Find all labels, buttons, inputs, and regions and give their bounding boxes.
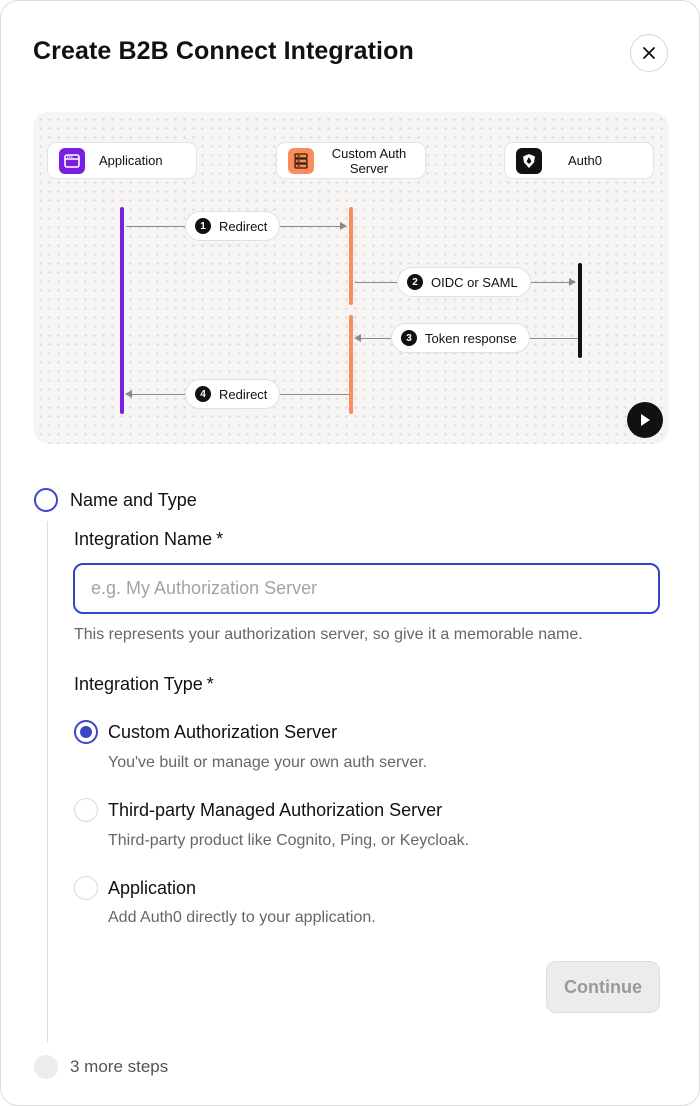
radio-application[interactable]	[74, 876, 98, 900]
integration-name-input[interactable]	[73, 563, 660, 614]
required-mark: *	[206, 674, 214, 694]
step-connector-line	[47, 521, 48, 1043]
step-number: 4	[195, 386, 211, 402]
close-button[interactable]	[630, 34, 668, 72]
step-title: Name and Type	[70, 490, 197, 510]
step-number: 1	[195, 218, 211, 234]
step-number: 2	[407, 274, 423, 290]
option-title-custom-authorization-server[interactable]: Custom Authorization Server	[108, 722, 338, 742]
lifeline-auth0	[578, 263, 582, 358]
step-indicator-pending	[34, 1055, 58, 1079]
modal-title: Create B2B Connect Integration	[33, 37, 414, 65]
radio-custom-authorization-server[interactable]	[74, 720, 98, 744]
step-label: Redirect	[219, 386, 268, 402]
step-number: 3	[401, 330, 417, 346]
application-window-icon	[59, 148, 85, 174]
integration-type-label-text: Integration Type	[74, 674, 203, 694]
actor-custom-auth-server	[276, 142, 426, 179]
step-label: Redirect	[219, 218, 268, 234]
arrow-left-icon	[125, 390, 132, 398]
step-indicator-current	[34, 488, 58, 512]
actor-label-auth0: Auth0	[568, 153, 602, 168]
integration-name-label-text: Integration Name	[74, 529, 213, 549]
play-icon	[639, 413, 651, 427]
continue-button[interactable]: Continue	[546, 961, 660, 1013]
required-mark: *	[216, 529, 224, 549]
arrow-left-icon	[354, 334, 361, 342]
actor-label-application: Application	[99, 153, 163, 168]
radio-third-party-managed-server[interactable]	[74, 798, 98, 822]
flow-diagram	[33, 112, 669, 444]
lifeline-auth-server-bottom	[349, 315, 353, 414]
option-title-third-party-managed-server[interactable]: Third-party Managed Authorization Server	[108, 800, 443, 820]
option-title-application[interactable]: Application	[108, 878, 197, 898]
lifeline-auth-server-top	[349, 207, 353, 305]
arrow-right-icon	[569, 278, 576, 286]
flow-step-1	[185, 211, 280, 241]
play-button[interactable]	[627, 402, 663, 438]
step-label: OIDC or SAML	[431, 274, 518, 290]
close-icon	[642, 46, 656, 60]
arrow-right-icon	[340, 222, 347, 230]
integration-name-helper: This represents your authorization server, so give it a memorable name.	[74, 626, 583, 643]
more-steps-label: 3 more steps	[70, 1057, 169, 1076]
flow-step-3	[391, 323, 530, 353]
option-desc-custom-authorization-server: You've built or manage your own auth server.	[108, 754, 428, 771]
server-stack-icon	[288, 148, 314, 174]
actor-label-custom-auth-server: Custom Auth Server	[331, 145, 407, 176]
step-label: Token response	[425, 330, 517, 346]
actor-application	[47, 142, 197, 179]
lifeline-application	[120, 207, 124, 414]
option-desc-third-party-managed-server: Third-party product like Cognito, Ping, or Keycloak.	[108, 832, 470, 849]
flow-step-2	[397, 267, 531, 297]
integration-type-label	[74, 674, 214, 695]
actor-auth0	[504, 142, 654, 179]
integration-name-label	[74, 529, 223, 550]
option-desc-application: Add Auth0 directly to your application.	[108, 909, 376, 926]
flow-step-4	[185, 379, 280, 409]
auth0-shield-icon	[516, 148, 542, 174]
